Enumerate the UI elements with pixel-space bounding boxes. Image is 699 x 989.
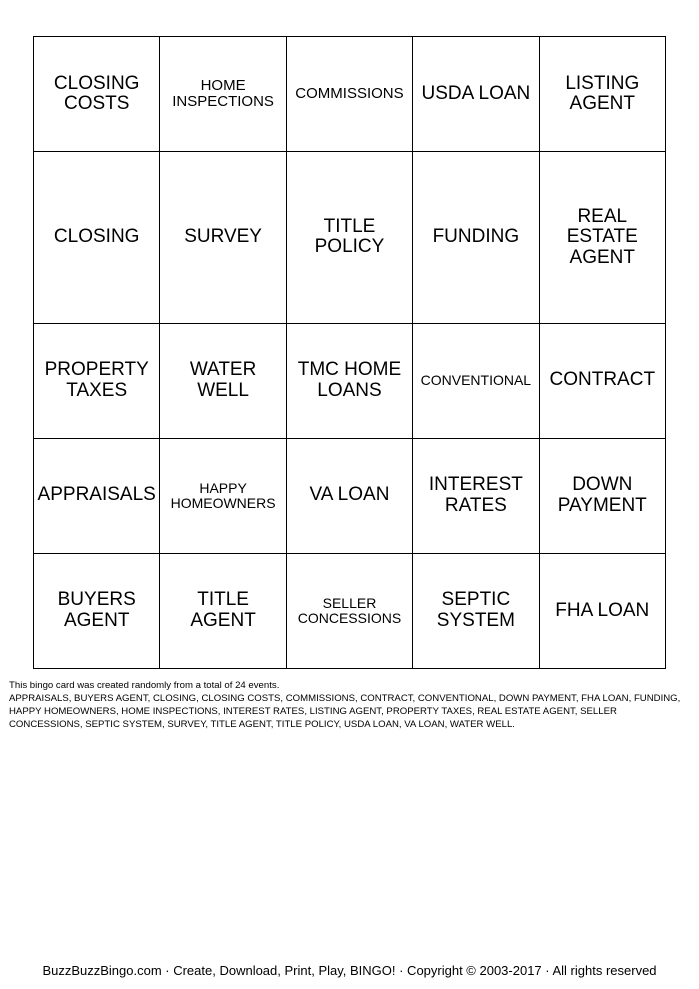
bingo-cell: HAPPY HOMEOWNERS xyxy=(160,438,286,553)
bingo-cell: INTEREST RATES xyxy=(413,438,539,553)
bingo-cell: COMMISSIONS xyxy=(286,37,412,152)
bingo-cell: DOWN PAYMENT xyxy=(539,438,665,553)
bingo-cell: CONTRACT xyxy=(539,323,665,438)
bingo-cell: WATER WELL xyxy=(160,323,286,438)
bingo-cell: SELLER CONCESSIONS xyxy=(286,553,412,668)
bingo-cell: REAL ESTATE AGENT xyxy=(539,152,665,323)
bingo-cell: FUNDING xyxy=(413,152,539,323)
bingo-cell: SURVEY xyxy=(160,152,286,323)
bingo-row xyxy=(34,553,666,668)
bingo-row xyxy=(34,152,666,323)
bingo-row xyxy=(34,438,666,553)
page-footer: BuzzBuzzBingo.com · Create, Download, Print, Play, BINGO! · Copyright © 2003-2017 · All rights reserved xyxy=(42,963,657,978)
bingo-row xyxy=(34,37,666,152)
bingo-cell: VA LOAN xyxy=(286,438,412,553)
bingo-cell: FHA LOAN xyxy=(539,553,665,668)
card-intro-text: This bingo card was created randomly from a total of 24 events. xyxy=(9,680,280,691)
bingo-card xyxy=(33,36,666,669)
bingo-cell: BUYERS AGENT xyxy=(34,553,160,668)
event-list-text: APPRAISALS, BUYERS AGENT, CLOSING, CLOSING COSTS, COMMISSIONS, CONTRACT, CONVENTIONAL, DOWN PAYMENT, FHA LOAN, FUNDING, HAPPY HOMEOWNERS, HOME INSPECTIONS, INTEREST RATES, LISTING AGENT, PROPERTY TAXES, REAL ESTATE AGENT, SELLER CONCESSIONS, SEPTIC SYSTEM, SURVEY, TITLE AGENT, TITLE POLICY, USDA LOAN, VA LOAN, WATER WELL. xyxy=(9,693,681,730)
bingo-cell: TITLE POLICY xyxy=(286,152,412,323)
bingo-cell: CONVENTIONAL xyxy=(413,323,539,438)
bingo-cell: APPRAISALS xyxy=(34,438,160,553)
bingo-cell: CLOSING xyxy=(34,152,160,323)
bingo-cell: CLOSING COSTS xyxy=(34,37,160,152)
bingo-cell: USDA LOAN xyxy=(413,37,539,152)
bingo-cell: TMC HOME LOANS xyxy=(286,323,412,438)
bingo-cell: PROPERTY TAXES xyxy=(34,323,160,438)
bingo-cell: HOME INSPECTIONS xyxy=(160,37,286,152)
card-info xyxy=(9,679,693,731)
bingo-row xyxy=(34,323,666,438)
bingo-cell: TITLE AGENT xyxy=(160,553,286,668)
bingo-cell: LISTING AGENT xyxy=(539,37,665,152)
bingo-cell: SEPTIC SYSTEM xyxy=(413,553,539,668)
